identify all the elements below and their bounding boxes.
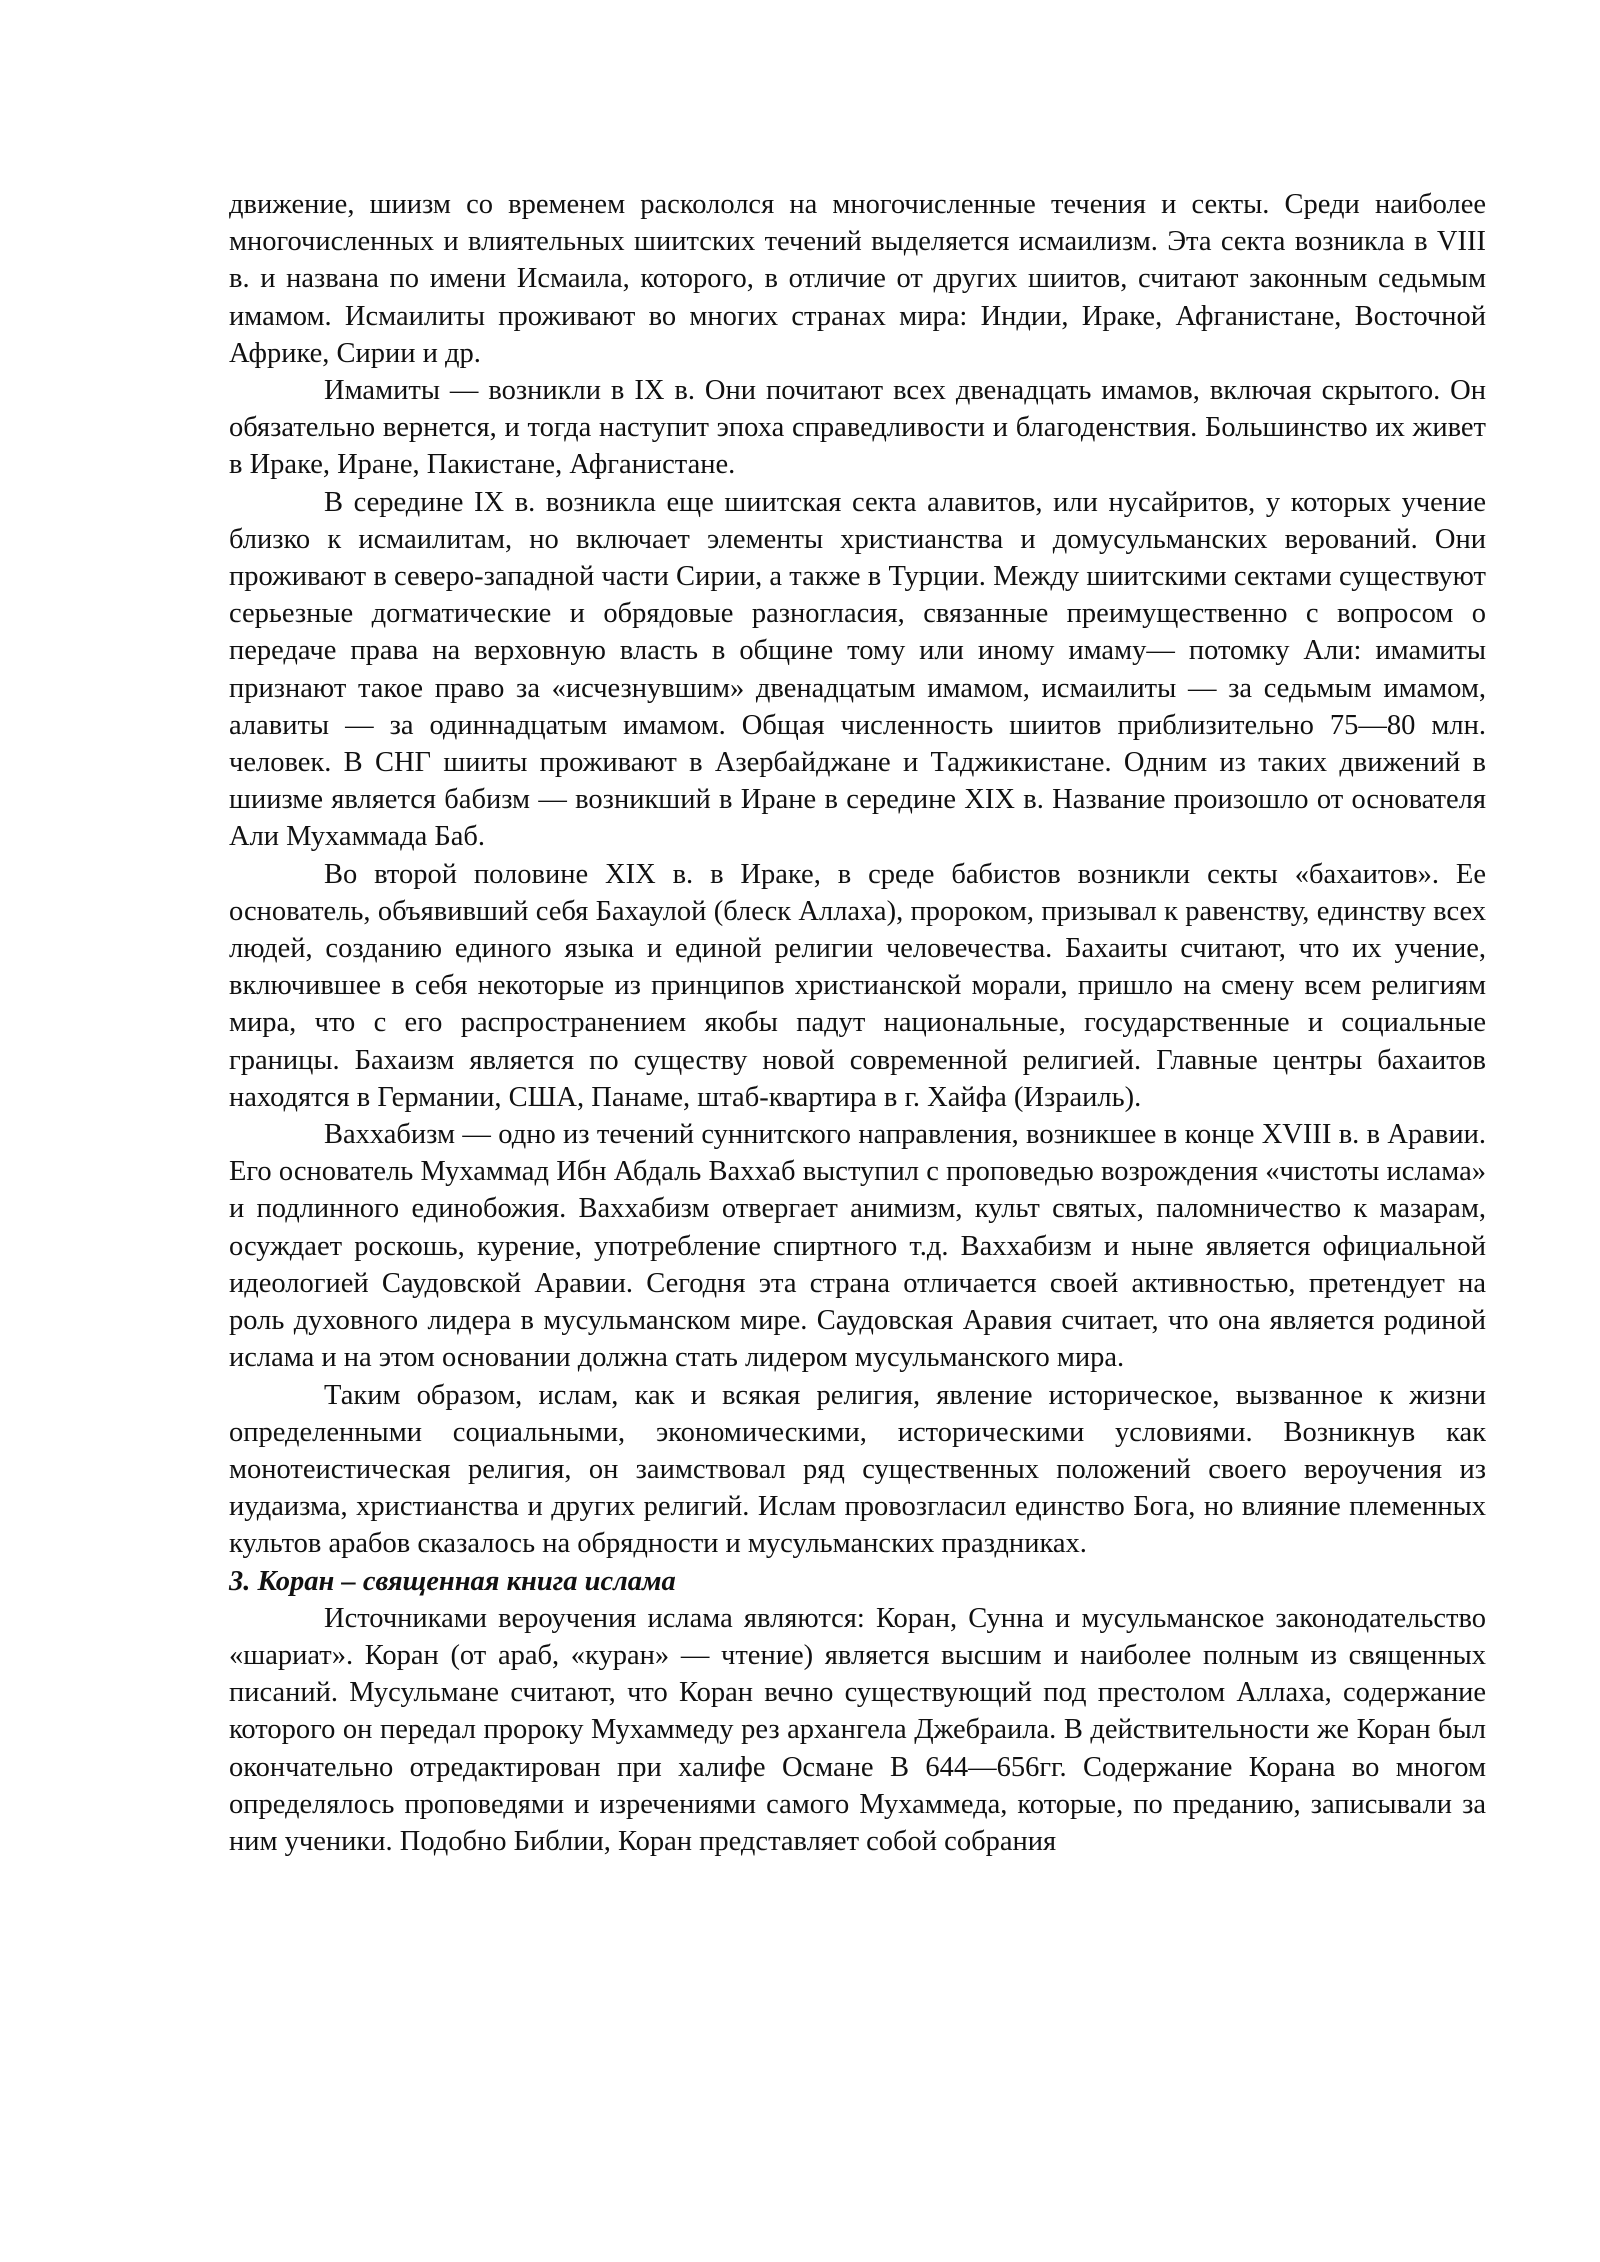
- paragraph-quran-sources: Источниками вероучения ислама являются: Коран, Сунна и мусульманское законодательство «шариат». Коран (от араб, «куран» — чтение) является высшим и наиболее полным из священных писаний. Мусульмане считают, что Коран вечно существующий под престолом Аллаха, содержание которого он передал пророку Мухаммеду рез архангела Джебраила. В действительности же Коран был окончательно отредактирован при халифе Османе В 644—656гг. Содержание Корана во многом определялось проповедями и изречениями самого Мухаммеда, которые, по преданию, записывали за ним ученики. Подобно Библии, Коран представляет собой собрания: [229, 1602, 1486, 1857]
- section-heading: 3. Коран – священная книга ислама: [229, 1565, 676, 1597]
- paragraph-alawites: В середине IX в. возникла еще шиитская секта алавитов, или нусайритов, у которых учение близко к исмаилитам, но включает элементы христианства и домусульманских верований. Они проживают в северо-западной части Сирии, а также в Турции. Между шиитскими сектами существуют серьезные догматические и обрядовые разногласия, связанные преимущественно с вопросом о передаче права на верховную власть в общине тому или иному имаму— потомку Али: имамиты признают такое право за «исчезнувшим» двенадцатым имамом, исмаилиты — за седьмым имамом, алавиты — за одиннадцатым имамом. Общая численность шиитов приблизительно 75—80 млн. человек. В СНГ шииты проживают в Азербайджане и Таджикистане. Одним из таких движений в шиизме является бабизм — возникший в Иране в середине XIX в. Название произошло от основателя Али Мухаммада Баб.: [229, 486, 1486, 853]
- paragraph-conclusion: Таким образом, ислам, как и всякая религия, явление историческое, вызванное к жизни определенными социальными, экономическими, историческими условиями. Возникнув как монотеистическая религия, он заимствовал ряд существенных положений своего вероучения из иудаизма, христианства и других религий. Ислам провозгласил единство Бога, но влияние племенных культов арабов сказалось на обрядности и мусульманских праздниках.: [229, 1379, 1486, 1560]
- paragraph-wahhabism: Ваххабизм — одно из течений суннитского направления, возникшее в конце XVIII в. в Аравии. Его основатель Мухаммад Ибн Абдаль Ваххаб выступил с проповедью возрождения «чистоты ислама» и подлинного единобожия. Ваххабизм отвергает анимизм, культ святых, паломничество к мазарам, осуждает роскошь, курение, употребление спиртного т.д. Ваххабизм и ныне является официальной идеологией Саудовской Аравии. Сегодня эта страна отличается своей активностью, претендует на роль духовного лидера в мусульманском мире. Саудовская Аравия считает, что она является родиной ислама и на этом основании должна стать лидером мусульманского мира.: [229, 1119, 1486, 1374]
- paragraph-imamites: Имамиты — возникли в IX в. Они почитают всех двенадцать имамов, включая скрытого. Он обязательно вернется, и тогда наступит эпоха справедливости и благоденствия. Большинство их живет в Ираке, Иране, Пакистане, Афганистане.: [229, 375, 1486, 481]
- paragraph-bahais: Во второй половине XIX в. в Ираке, в среде бабистов возникли секты «бахаитов». Ее основатель, объявивший себя Бахаулой (блеск Аллаха), пророком, призывал к равенству, единству всех людей, созданию единого языка и единой религии человечества. Бахаиты считают, что их учение, включившее в себя некоторые из принципов христианской морали, пришло на смену всем религиям мира, что с его распространением якобы падут национальные, государственные и социальные границы. Бахаизм является по существу новой современной религией. Главные центры бахаитов находятся в Германии, США, Панаме, штаб-квартира в г. Хайфа (Израиль).: [229, 858, 1486, 1113]
- paragraph-shiism-branches: движение, шиизм со временем раскололся на многочисленные течения и секты. Среди наиболее многочисленных и влиятельных шиитских течений выделяется исмаилизм. Эта секта возникла в VIII в. и названа по имени Исмаила, которого, в отличие от других шиитов, считают законным седьмым имамом. Исмаилиты проживают во многих странах мира: Индии, Ираке, Афганистане, Восточной Африке, Сирии и др.: [229, 189, 1486, 369]
- document-page: [229, 186, 1486, 1860]
